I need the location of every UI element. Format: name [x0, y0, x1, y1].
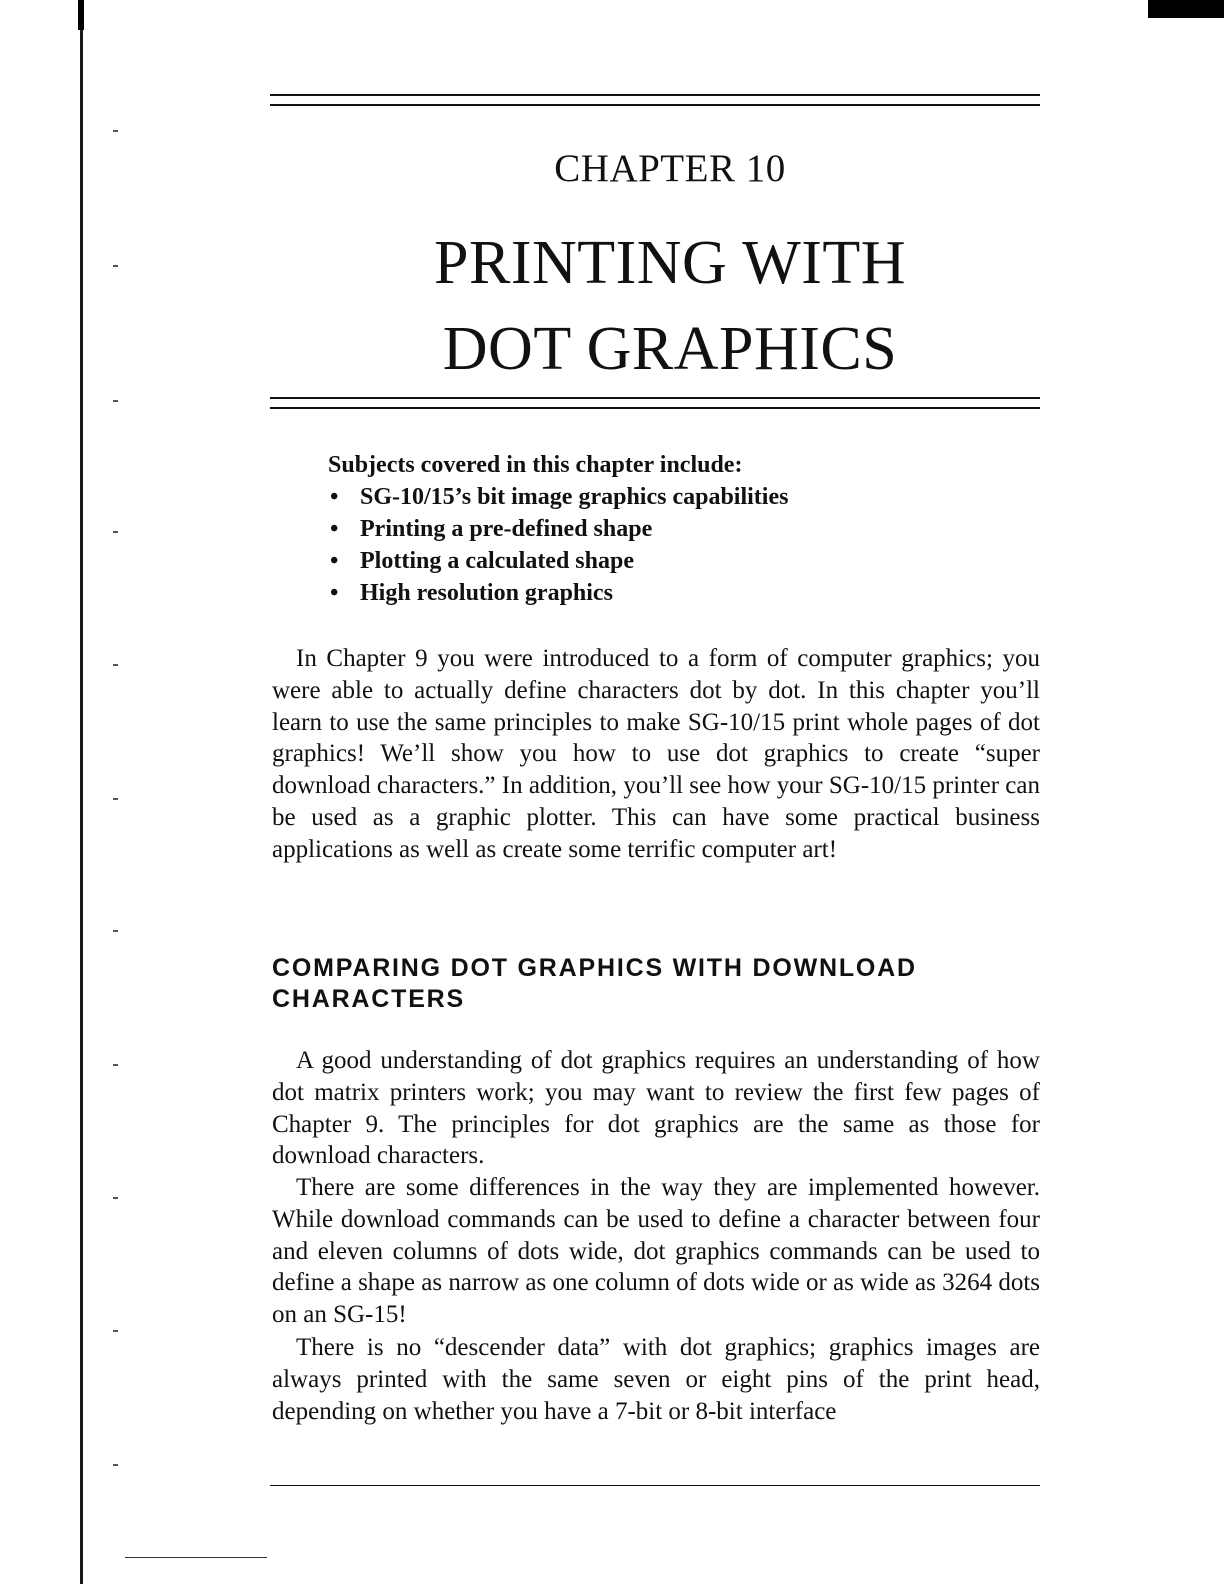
footer-rule	[270, 1485, 1040, 1486]
body-paragraph-3: There is no “descender data” with dot graphics; graphics images are always printed with the same seven or eight pins of the print head, depending on whether you have a 7-bit or 8-bit interface	[272, 1334, 1040, 1425]
margin-tick	[113, 1330, 118, 1332]
subject-item: • High resolution graphics	[328, 577, 1028, 609]
margin-tick	[113, 265, 118, 267]
margin-tick	[113, 798, 118, 800]
margin-tick	[113, 930, 118, 932]
chapter-label: CHAPTER 10	[554, 147, 786, 190]
margin-tick	[113, 1197, 118, 1199]
subject-item: • Plotting a calculated shape	[328, 545, 1028, 577]
scan-binding-mark	[78, 0, 84, 30]
header-rule-bottom	[270, 104, 1040, 106]
scan-bottom-line	[125, 1557, 267, 1558]
section-heading-line-1: COMPARING DOT GRAPHICS WITH DOWNLOAD	[272, 954, 917, 982]
title-rule-bottom	[270, 407, 1040, 409]
subject-item: • SG-10/15’s bit image graphics capabilities	[328, 481, 1028, 513]
intro-paragraph: In Chapter 9 you were introduced to a form of computer graphics; you were able to actually define characters dot by dot. In this chapter you’ll learn to use the same principles to make SG-10/15 print whole pages of dot graphics! We’ll show you how to use dot graphics to create “super download characters.” In addition, you’ll see how your SG-10/15 printer can be used as a graphic plotter. This can have some practical business applications as well as create some terrific computer art!	[272, 645, 1040, 863]
margin-tick	[113, 531, 118, 533]
header-rule-top	[270, 94, 1040, 96]
subject-item: • Printing a pre-defined shape	[328, 513, 1028, 545]
margin-tick	[113, 1464, 118, 1466]
body-paragraph-2: There are some differences in the way they are implemented however. While download commands can be used to define a character between four and eleven columns of dots wide, dot graphics commands can be used to define a shape as narrow as one column of dots wide or as wide as 3264 dots on an SG-15!	[272, 1174, 1040, 1329]
margin-tick	[113, 1064, 118, 1066]
chapter-title-line-1: PRINTING WITH	[433, 229, 906, 297]
chapter-title-line-2: DOT GRAPHICS	[442, 315, 898, 383]
body-paragraph-1: A good understanding of dot graphics requires an understanding of how dot matrix printers work; you may want to review the first few pages of Chapter 9. The principles for dot graphics are the same as those for download characters.	[272, 1047, 1040, 1170]
margin-tick	[113, 130, 118, 132]
chapter-title	[270, 220, 1070, 392]
margin-tick	[113, 664, 118, 666]
subjects-list	[328, 481, 1028, 609]
subjects-intro: Subjects covered in this chapter include:	[328, 452, 743, 478]
section-heading-line-2: CHARACTERS	[272, 985, 465, 1013]
section-heading	[272, 953, 1052, 1015]
scan-corner-mark	[1148, 0, 1224, 18]
margin-tick	[113, 400, 118, 402]
scan-binding-edge	[80, 0, 83, 1584]
subjects-box	[328, 449, 1028, 609]
title-rule-top	[270, 397, 1040, 399]
